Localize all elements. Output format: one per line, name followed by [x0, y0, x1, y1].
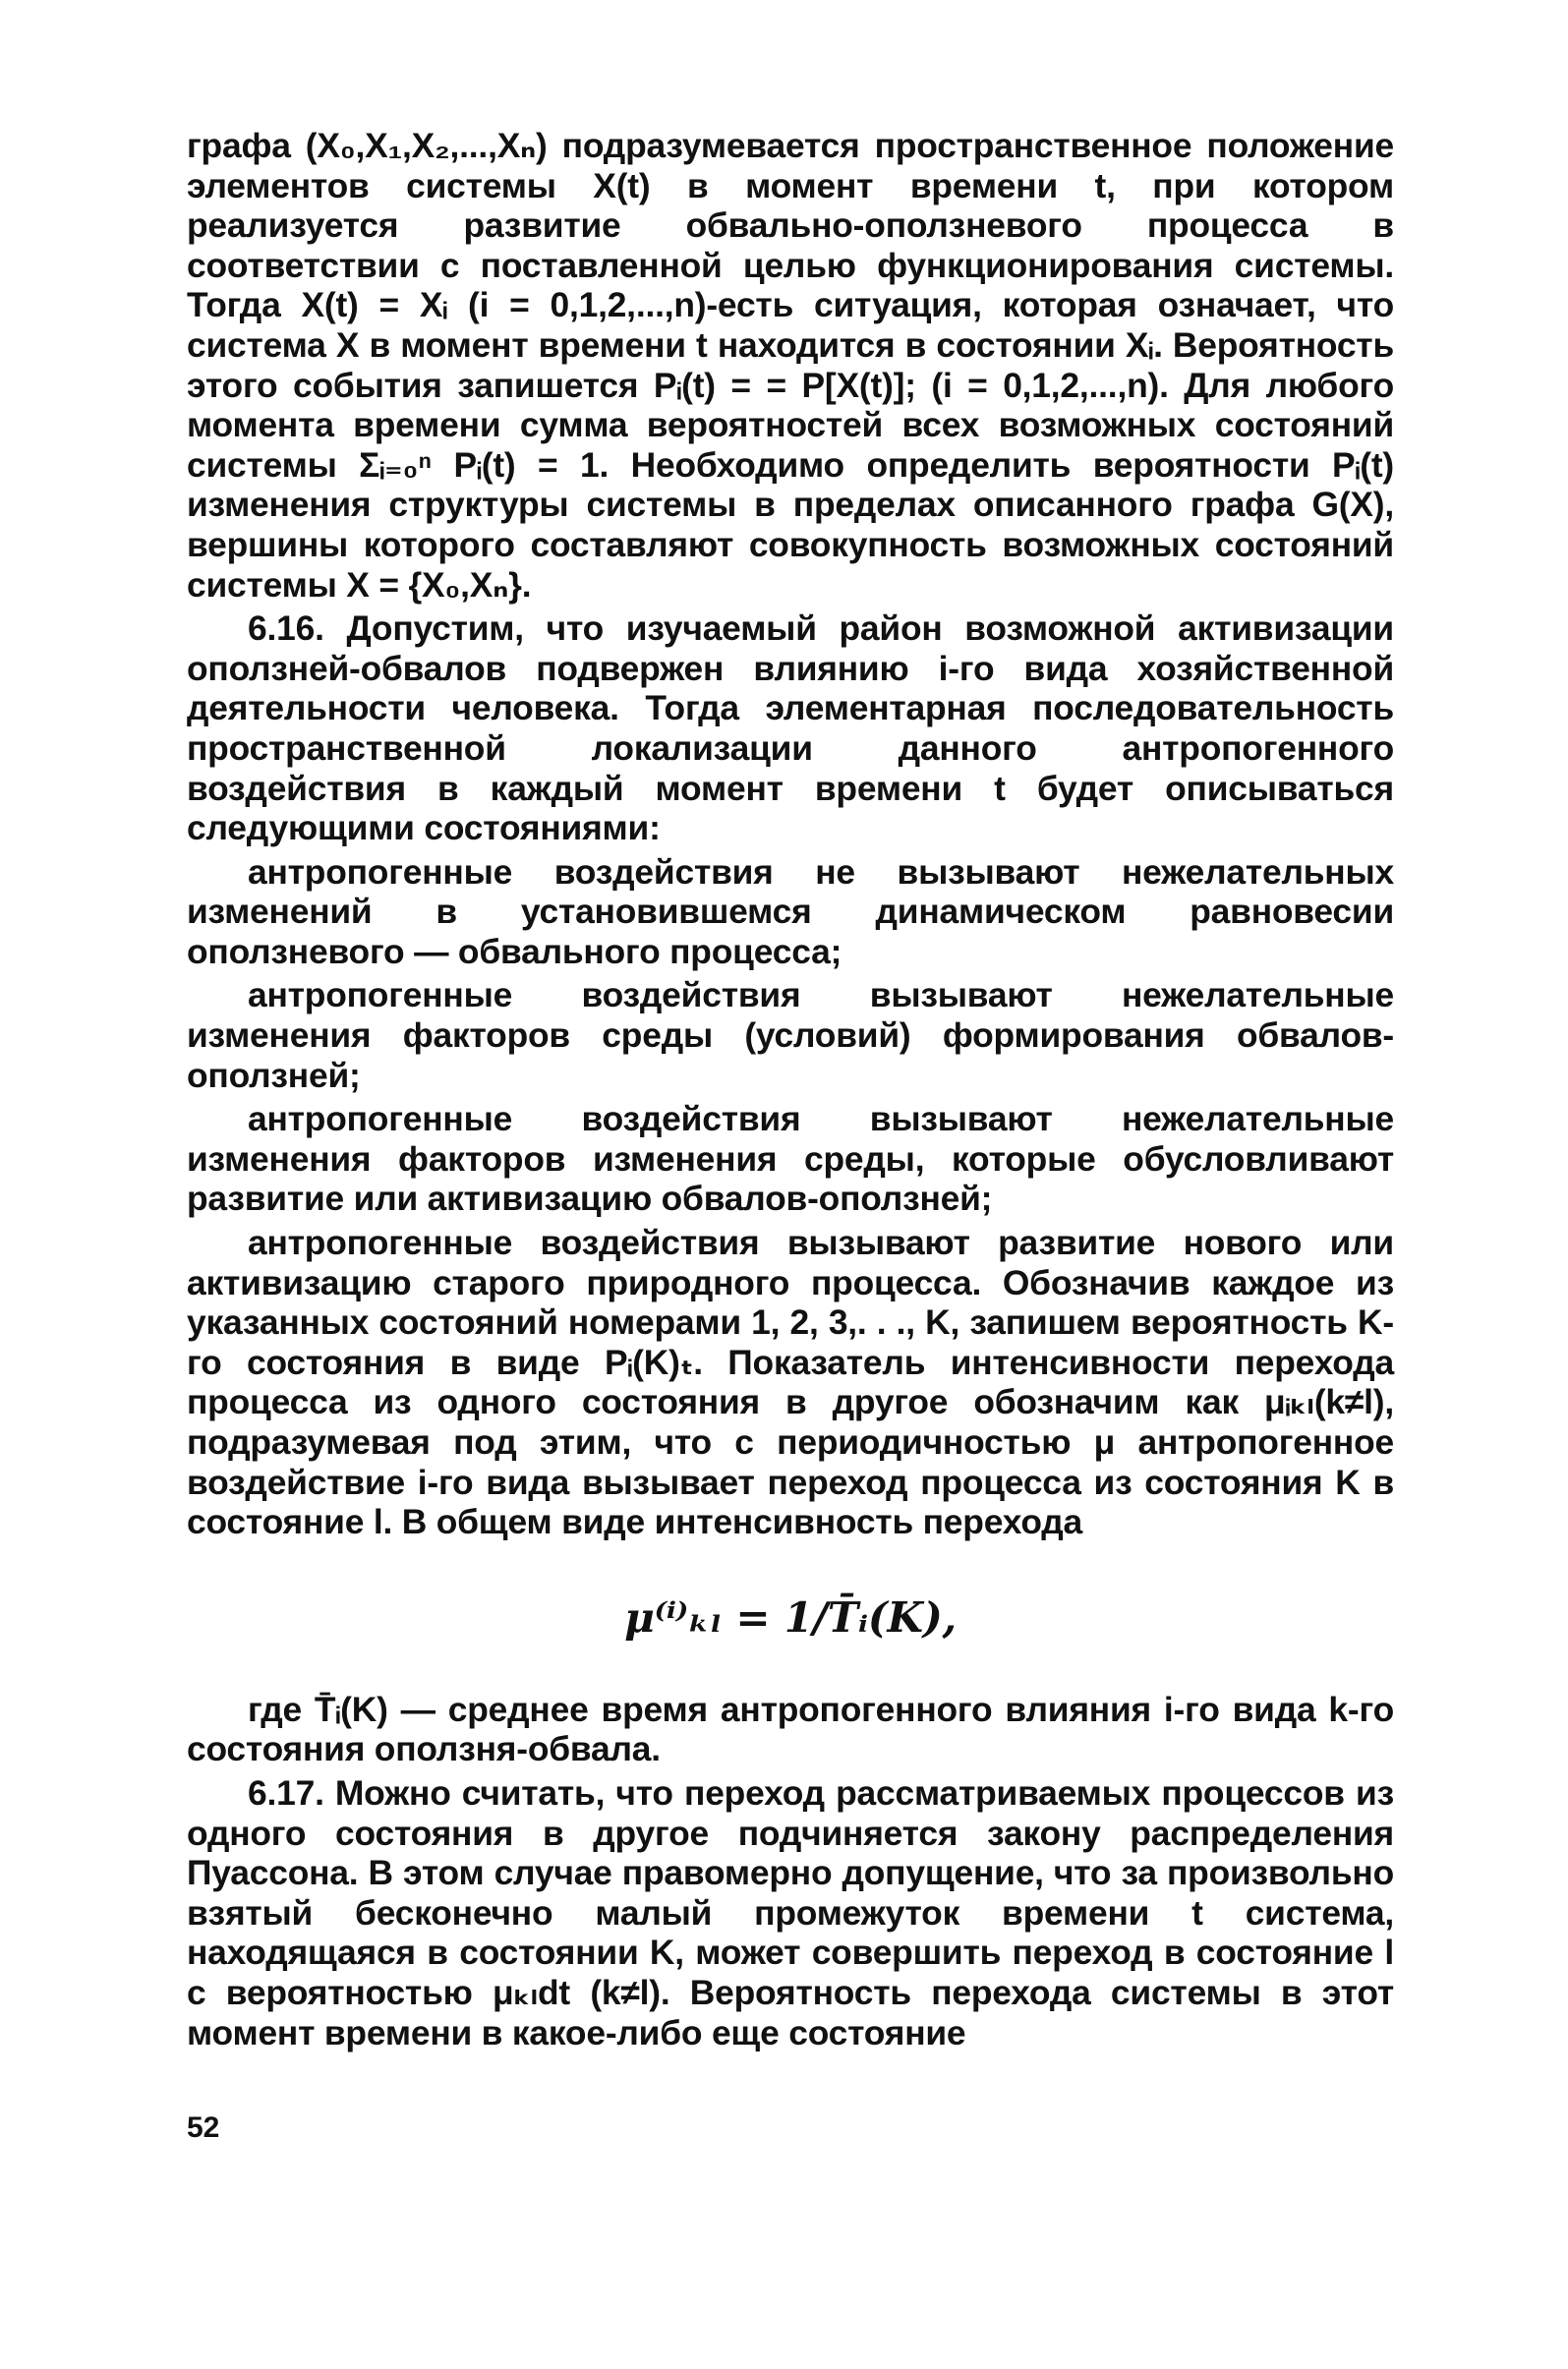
list-item-state-4: антропогенные воздействия вызывают развитие нового или активизацию старого природного процесса. Обозначив каждое из указанных состояний номерами 1, 2, 3,. . ., K, запишем вероятность K-го состояния в виде Pᵢ(K)ₜ. Показатель интенсивности перехода процесса из одного состояния в другое обозначим как μᵢₖₗ(k≠l), подразумевая под этим, что с периодичностью μ антропогенное воздействие i-го вида вызывает переход процесса из состояния K в состояние l. В общем виде интенсивность перехода [187, 1223, 1394, 1542]
paragraph-formula-explanation: где T̄ᵢ(K) — среднее время антропогенного влияния i-го вида k-го состояния оползня-обвала. [187, 1689, 1394, 1769]
paragraph-6-16: 6.16. Допустим, что изучаемый район возможной активизации оползней-обвалов подвержен влиянию i-го вида хозяйственной деятельности человека. Тогда элементарная последовательность пространственной локализации данного антропогенного воздействия в каждый момент времени t будет описываться следующими состояниями: [187, 608, 1394, 848]
list-item-state-1: антропогенные воздействия не вызывают нежелательных изменений в установившемся динамическом равновесии оползневого — обвального процесса; [187, 851, 1394, 971]
paragraph-intro: графа (X₀,X₁,X₂,...,Xₙ) подразумевается пространственное положение элементов системы X(t) в момент времени t, при котором реализуется развитие обвально-оползневого процесса в соответствии с поставленной целью функционирования системы. Тогда X(t) = Xᵢ (i = 0,1,2,...,n)-есть ситуация, которая означает, что система X в момент времени t находится в состоянии Xᵢ. Вероятность этого события запишется Pᵢ(t) = = P[X(t)]; (i = 0,1,2,...,n). Для любого момента времени сумма вероятностей всех возможных состояний системы Σᵢ₌₀ⁿ Pᵢ(t) = 1. Необходимо определить вероятности Pᵢ(t) изменения структуры системы в пределах описанного графа G(X), вершины которого составляют совокупность возможных состояний системы X = {X₀,Xₙ}. [187, 126, 1394, 605]
list-item-state-2: антропогенные воздействия вызывают нежелательные изменения факторов среды (условий) формирования обвалов-оползней; [187, 975, 1394, 1095]
paragraph-6-17: 6.17. Можно считать, что переход рассматриваемых процессов из одного состояния в другое подчиняется закону распределения Пуассона. В этом случае правомерно допущение, что за произвольно взятый бесконечно малый промежуток времени t система, находящаяся в состоянии K, может совершить переход в состояние l с вероятностью μₖₗdt (k≠l). Вероятность перехода системы в этот момент времени в какое-либо еще состояние [187, 1772, 1394, 2052]
page-number: 52 [187, 2111, 220, 2144]
formula-transition-intensity: μ⁽ⁱ⁾ₖₗ = 1/T̄ᵢ(K), [624, 1592, 957, 1642]
page-body [187, 126, 1394, 2052]
list-item-state-3: антропогенные воздействия вызывают нежелательные изменения факторов изменения среды, которые обусловливают развитие или активизацию обвалов-оползней; [187, 1099, 1394, 1219]
